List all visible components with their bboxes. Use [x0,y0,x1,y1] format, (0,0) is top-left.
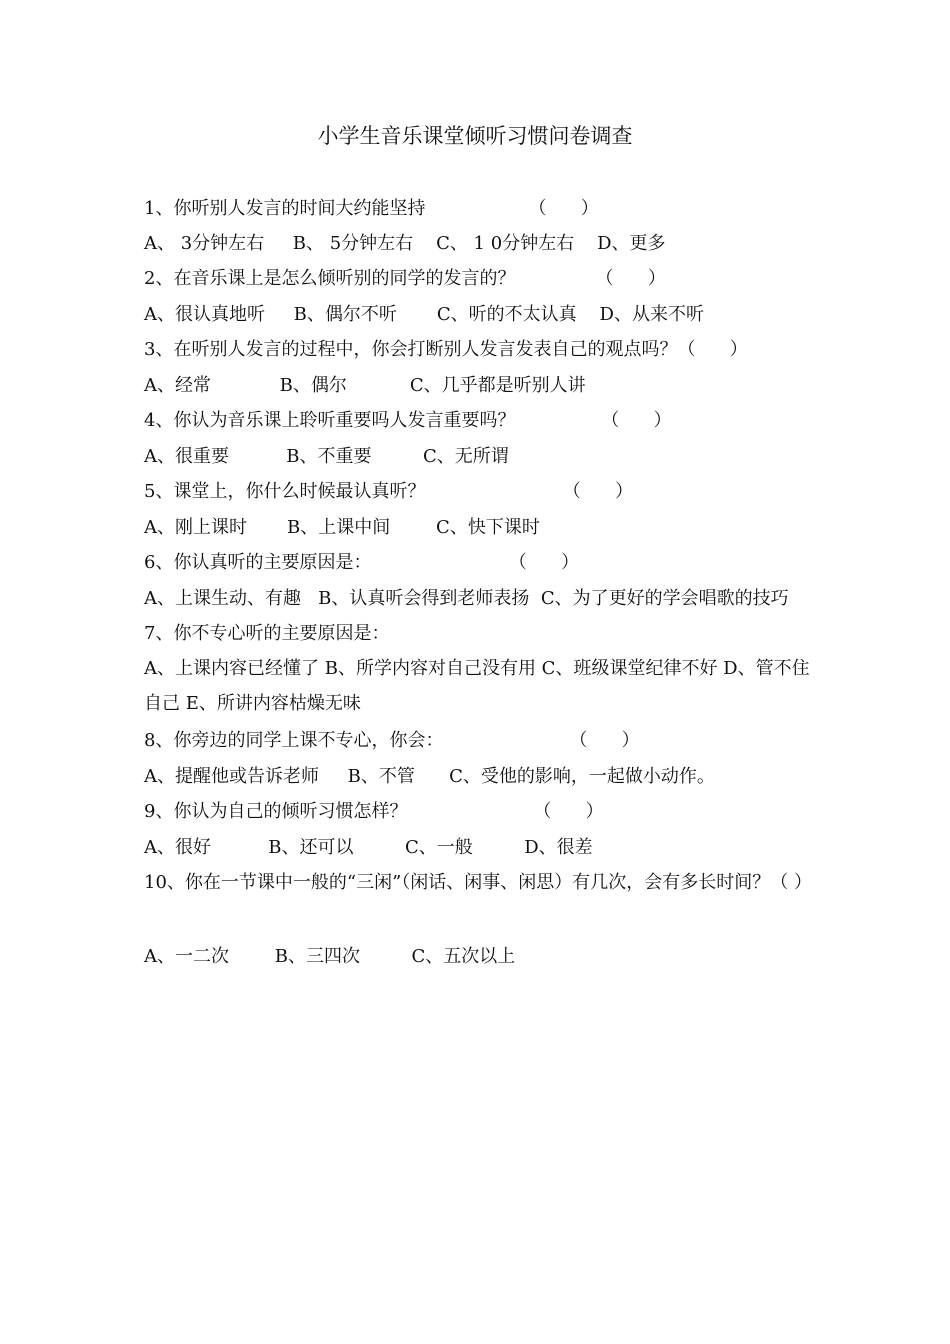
question-7: 7、你不专心听的主要原因是： [144,623,390,644]
question-9: 9、你认为自己的倾听习惯怎样？ （ ） [144,801,604,822]
question-1: 1、你听别人发言的时间大约能坚持 （ ） [144,198,599,219]
options-9: A、很好 B、还可以 C、一般 D、很差 [144,837,593,858]
page-title: 小学生音乐课堂倾听习惯问卷调查 [317,124,633,148]
options-7: A、上课内容已经懂了 B、所学内容对自己没有用 C、班级课堂纪律不好 D、管不住自己 E、所讲内容枯燥无味 [144,658,810,714]
options-5: A、刚上课时 B、上课中间 C、快下课时 [144,517,540,538]
question-4: 4、你认为音乐课上聆听重要吗人发言重要吗？ （ ） [144,410,672,431]
question-10: 10、你在一节课中一般的“三闲”（闲话、闲事、闲思）有几次，会有多长时间？（ ） [144,872,813,893]
question-8: 8、你旁边的同学上课不专心，你会： （ ） [144,730,640,751]
options-8: A、提醒他或告诉老师 B、不管 C、受他的影响，一起做小动作。 [144,766,715,787]
question-2: 2、在音乐课上是怎么倾听别的同学的发言的？ （ ） [144,268,666,289]
question-5: 5、课堂上，你什么时候最认真听？ （ ） [144,481,634,502]
options-2: A、很认真地听 B、偶尔不听 C、听的不太认真 D、从来不听 [144,304,704,325]
question-6: 6、你认真听的主要原因是： （ ） [144,552,580,573]
options-1: A、 3分钟左右 B、 5分钟左右 C、 1 0分钟左右 D、更多 [144,233,666,254]
options-4: A、很重要 B、不重要 C、无所谓 [144,446,509,467]
options-10: A、一二次 B、三四次 C、五次以上 [144,946,516,967]
options-6: A、上课生动、有趣 B、认真听会得到老师表扬 C、为了更好的学会唱歌的技巧 [144,588,789,609]
options-3: A、经常 B、偶尔 C、几乎都是听别人讲 [144,375,586,396]
question-3: 3、在听别人发言的过程中，你会打断别人发言发表自己的观点吗？（ ） [144,339,748,360]
